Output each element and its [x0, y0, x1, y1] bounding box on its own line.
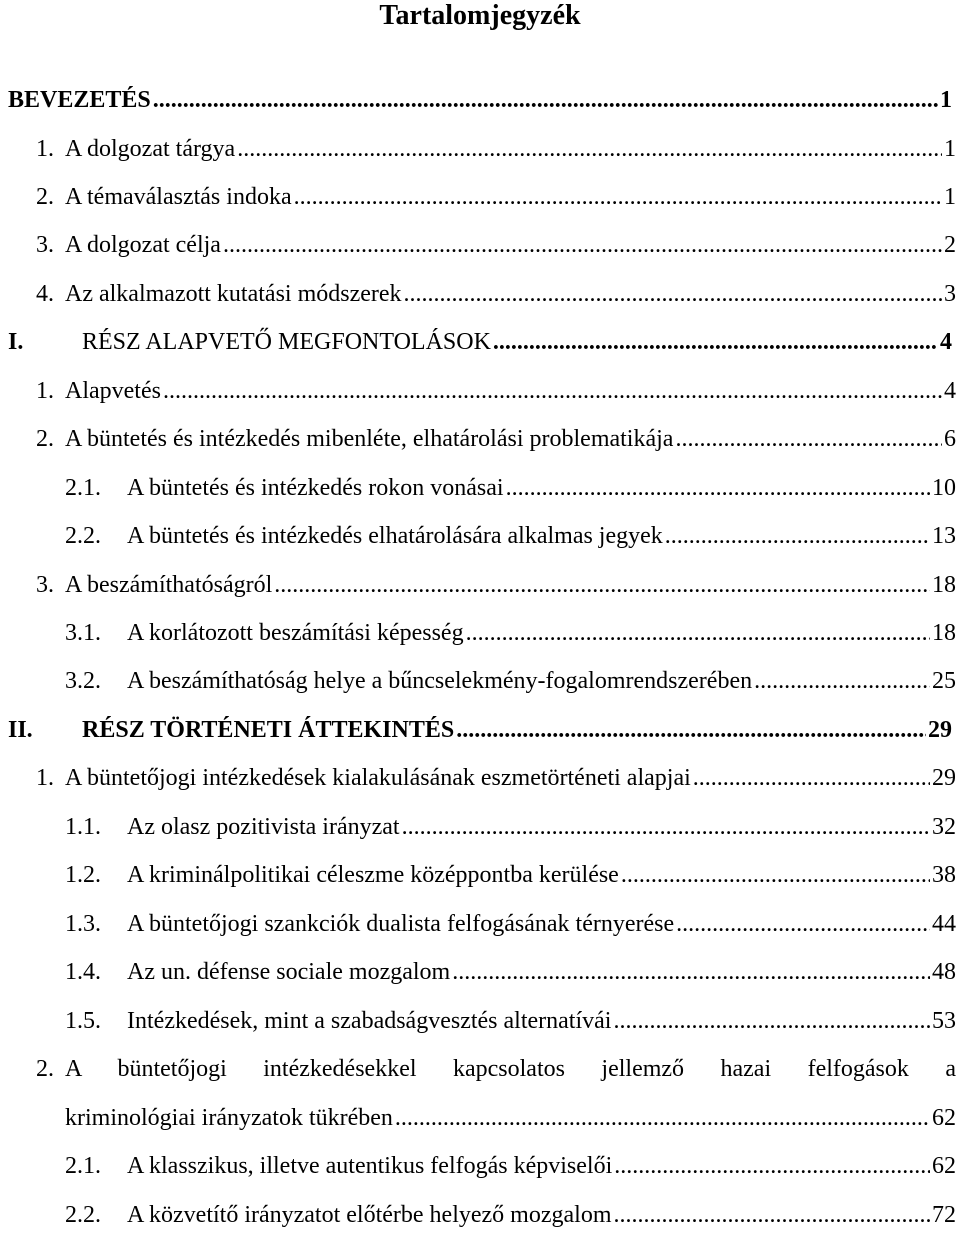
- toc-entry-text: A beszámíthatóságról: [65, 572, 273, 598]
- toc-entry[interactable]: [65, 617, 956, 649]
- toc-entry-text: A beszámíthatóság helye a bűncselekmény-fogalomrendszerében: [127, 668, 753, 694]
- toc-entry-text: RÉSZ ALAPVETŐ MEGFONTOLÁSOK: [82, 329, 491, 355]
- toc-leader-dots: [294, 181, 942, 213]
- toc-entry-number: 3.: [36, 232, 54, 258]
- toc-entry[interactable]: [65, 1150, 956, 1182]
- toc-leader-dots: [675, 423, 942, 455]
- toc-page-number: 2: [944, 232, 956, 258]
- toc-entry[interactable]: [65, 472, 956, 504]
- toc-entry-number: 3.1.: [65, 620, 101, 646]
- toc-leader-dots: [456, 714, 926, 746]
- toc-page-number: 3: [944, 281, 956, 307]
- toc-leader-dots: [676, 908, 930, 940]
- toc-entry-text: A büntetés és intézkedés mibenléte, elhatárolási problematikája: [65, 426, 674, 452]
- toc-entry-number: 1.4.: [65, 959, 101, 985]
- toc-leader-dots: [223, 229, 942, 261]
- toc-entry-text: Az olasz pozitivista irányzat: [127, 814, 400, 840]
- toc-entry-text: Az alkalmazott kutatási módszerek: [65, 281, 402, 307]
- toc-entry-number: 1.: [36, 378, 54, 404]
- toc-entry-number: 2.2.: [65, 1202, 101, 1228]
- toc-entry-multiline[interactable]: [36, 1053, 956, 1085]
- toc-entry-text: A kriminálpolitikai céleszme középpontba kerülése: [127, 862, 619, 888]
- toc-page-number: 53: [932, 1008, 956, 1034]
- toc-entry-text: A büntetőjogi intézkedésekkel kapcsolatos jellemző hazai felfogások a: [65, 1056, 956, 1082]
- toc-page-number: 44: [932, 911, 956, 937]
- toc-entry-number: 1.1.: [65, 814, 101, 840]
- toc-page-number: 29: [932, 765, 956, 791]
- toc-leader-dots: [506, 472, 930, 504]
- toc-leader-dots: [754, 665, 930, 697]
- toc-entry-text: RÉSZ TÖRTÉNETI ÁTTEKINTÉS: [82, 717, 455, 743]
- toc-entry-text: kriminológiai irányzatok tükrében: [65, 1105, 393, 1131]
- toc-entry[interactable]: [65, 1005, 956, 1037]
- toc-page-number: 38: [932, 862, 956, 888]
- toc-entry-text: A büntetőjogi szankciók dualista felfogásának térnyerése: [127, 911, 675, 937]
- toc-leader-dots: [404, 278, 942, 310]
- toc-entry[interactable]: [8, 326, 952, 358]
- toc-entry-text: A közvetítő irányzatot előtérbe helyező mozgalom: [127, 1202, 612, 1228]
- toc-entry[interactable]: [8, 84, 952, 116]
- toc-leader-dots: [621, 859, 930, 891]
- toc-entry-text: BEVEZETÉS: [8, 87, 151, 113]
- toc-entry-number: 3.: [36, 572, 54, 598]
- toc-page-number: 29: [928, 717, 952, 743]
- toc-page-number: 48: [932, 959, 956, 985]
- toc-page-number: 4: [940, 329, 952, 355]
- toc-entry[interactable]: [36, 278, 956, 310]
- toc-entry-number: 2.: [36, 426, 54, 452]
- toc-entry-number: 2.: [36, 184, 54, 210]
- toc-leader-dots: [613, 1005, 930, 1037]
- toc-leader-dots: [493, 326, 938, 358]
- toc-entry[interactable]: [36, 229, 956, 261]
- toc-page-number: 32: [932, 814, 956, 840]
- toc-page-number: 1: [944, 184, 956, 210]
- toc-entry-number: 1.3.: [65, 911, 101, 937]
- toc-entry-continuation[interactable]: [65, 1102, 956, 1134]
- toc-page-number: 62: [932, 1105, 956, 1131]
- toc-entry-number: 1.: [36, 136, 54, 162]
- toc-entry-text: A klasszikus, illetve autentikus felfogás képviselői: [127, 1153, 613, 1179]
- toc-entry[interactable]: [65, 956, 956, 988]
- toc-entry-text: A büntetés és intézkedés rokon vonásai: [127, 475, 504, 501]
- toc-entry-number: 2.: [36, 1056, 54, 1082]
- toc-entry-text: A témaválasztás indoka: [65, 184, 292, 210]
- toc-page-number: 13: [932, 523, 956, 549]
- toc-entry-text: A korlátozott beszámítási képesség: [127, 620, 464, 646]
- toc-page-number: 4: [944, 378, 956, 404]
- toc-entry-text: Az un. défense sociale mozgalom: [127, 959, 451, 985]
- toc-leader-dots: [693, 762, 930, 794]
- toc-leader-dots: [395, 1102, 930, 1134]
- toc-entry[interactable]: [36, 375, 956, 407]
- toc-leader-dots: [614, 1199, 931, 1231]
- toc-entry[interactable]: [36, 762, 956, 794]
- toc-leader-dots: [665, 520, 930, 552]
- toc-entry[interactable]: [65, 811, 956, 843]
- toc-page-number: 25: [932, 668, 956, 694]
- toc-entry[interactable]: [65, 908, 956, 940]
- toc-entry-text: A dolgozat célja: [65, 232, 221, 258]
- toc-page-number: 18: [932, 572, 956, 598]
- toc-entry-number: I.: [8, 329, 24, 355]
- toc-entry-number: 3.2.: [65, 668, 101, 694]
- toc-entry-number: 2.2.: [65, 523, 101, 549]
- toc-entry-number: 2.1.: [65, 475, 101, 501]
- toc-entry-text: Alapvetés: [65, 378, 161, 404]
- toc-entry[interactable]: [36, 569, 956, 601]
- toc-entry[interactable]: [65, 859, 956, 891]
- toc-page-number: 72: [932, 1202, 956, 1228]
- toc-entry-number: II.: [8, 717, 33, 743]
- toc-page-number: 18: [932, 620, 956, 646]
- toc-entry[interactable]: [65, 520, 956, 552]
- toc-entry-number: 1.5.: [65, 1008, 101, 1034]
- toc-page-number: 62: [932, 1153, 956, 1179]
- toc-entry-number: 4.: [36, 281, 54, 307]
- toc-entry-number: 1.: [36, 765, 54, 791]
- toc-page-number: 1: [940, 87, 952, 113]
- toc-leader-dots: [237, 133, 942, 165]
- toc-leader-dots: [452, 956, 930, 988]
- toc-page-number: 10: [932, 475, 956, 501]
- toc-leader-dots: [614, 1150, 930, 1182]
- toc-entry-text: A büntetés és intézkedés elhatárolására alkalmas jegyek: [127, 523, 663, 549]
- toc-leader-dots: [466, 617, 930, 649]
- toc-entry[interactable]: [36, 133, 956, 165]
- toc-entry[interactable]: [65, 665, 956, 697]
- toc-page-number: 1: [944, 136, 956, 162]
- toc-entry[interactable]: [36, 181, 956, 213]
- toc-entry[interactable]: [65, 1199, 956, 1231]
- toc-entry-text: Intézkedések, mint a szabadságvesztés alternatívái: [127, 1008, 612, 1034]
- toc-entry-text: A dolgozat tárgya: [65, 136, 236, 162]
- toc-page-number: 6: [944, 426, 956, 452]
- toc-leader-dots: [153, 84, 938, 116]
- toc-entry[interactable]: [36, 423, 956, 455]
- page-title: Tartalomjegyzék: [379, 0, 581, 31]
- toc-entry[interactable]: [8, 714, 952, 746]
- toc-leader-dots: [402, 811, 930, 843]
- toc-leader-dots: [274, 569, 930, 601]
- toc-entry-text: A büntetőjogi intézkedések kialakulásának eszmetörténeti alapjai: [65, 765, 691, 791]
- toc-leader-dots: [163, 375, 942, 407]
- toc-entry-number: 2.1.: [65, 1153, 101, 1179]
- toc-entry-number: 1.2.: [65, 862, 101, 888]
